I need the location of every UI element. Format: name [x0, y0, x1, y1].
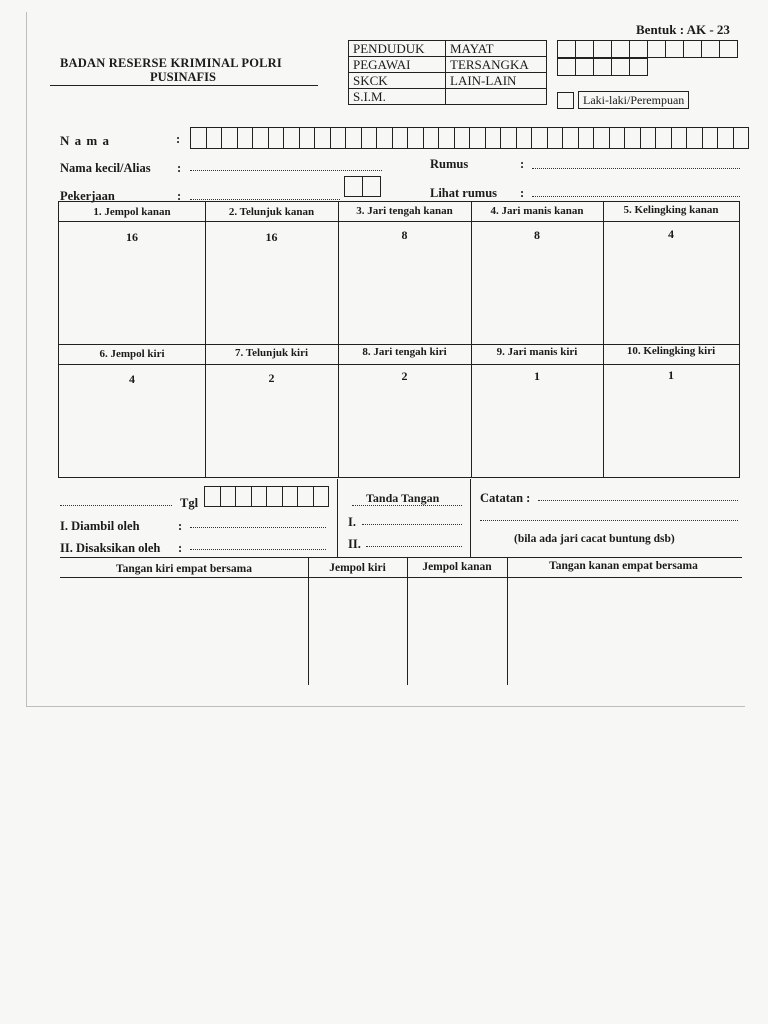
category-empty[interactable] — [446, 89, 547, 105]
nama-label: N a m a — [60, 133, 110, 148]
category-sim[interactable]: S.I.M. — [349, 89, 446, 105]
lihat-rumus-field[interactable] — [532, 196, 740, 197]
footer-divider — [470, 479, 471, 557]
finger-value-right-index: 16 — [265, 230, 278, 244]
colon: : — [520, 157, 525, 171]
disaksikan-label: II. Disaksikan oleh — [60, 541, 161, 555]
rumus-field[interactable] — [532, 168, 740, 169]
agency-unit: PUSINAFIS — [150, 70, 216, 84]
finger-label-left-ring: 9. Jari manis kiri — [496, 346, 578, 358]
category-tersangka[interactable]: TERSANGKA — [446, 57, 547, 73]
finger-value-left-middle: 2 — [401, 369, 408, 383]
grid-divider — [59, 364, 739, 365]
disaksikan-field[interactable] — [190, 549, 326, 550]
tgl-boxes[interactable] — [204, 486, 329, 507]
finger-value-right-thumb: 16 — [126, 230, 138, 244]
gender-label: Laki-laki/Perempuan — [578, 91, 689, 109]
diambil-label: I. Diambil oleh — [60, 519, 140, 533]
category-pegawai[interactable]: PEGAWAI — [349, 57, 446, 73]
catatan-field-1[interactable] — [538, 500, 738, 501]
bottom-table-top — [60, 557, 742, 558]
id-boxes-top[interactable] — [557, 40, 738, 58]
bottom-table-header-line — [60, 577, 742, 578]
pekerjaan-field[interactable] — [190, 199, 340, 200]
grid-divider — [59, 221, 739, 222]
pekerjaan-label: Pekerjaan — [60, 189, 115, 203]
grid-divider — [471, 202, 472, 477]
finger-value-right-little: 4 — [668, 227, 674, 241]
id-boxes-bottom[interactable] — [557, 58, 648, 76]
finger-label-right-little: 5. Kelingking kanan — [623, 204, 719, 216]
sig-ii-label: II. — [348, 537, 361, 551]
bottom-header-right-thumb: Jempol kanan — [422, 561, 492, 573]
colon: : — [520, 186, 525, 200]
finger-label-left-little: 10. Kelingking kiri — [626, 345, 716, 357]
finger-label-right-middle: 3. Jari tengah kanan — [356, 205, 453, 217]
sig-i-field[interactable] — [362, 524, 462, 525]
finger-value-left-index: 2 — [268, 371, 275, 385]
footer-divider — [337, 479, 338, 557]
agency-name: BADAN RESERSE KRIMINAL POLRI — [60, 56, 282, 70]
sig-i-label: I. — [348, 515, 356, 529]
bottom-header-left-four: Tangan kiri empat bersama — [116, 563, 252, 575]
header-underline — [50, 85, 318, 86]
nama-kecil-field[interactable] — [190, 170, 382, 171]
colon: : — [177, 189, 182, 203]
sig-ii-field[interactable] — [366, 546, 462, 547]
lihat-rumus-label: Lihat rumus — [430, 186, 498, 200]
colon: : — [178, 541, 183, 555]
category-penduduk[interactable]: PENDUDUK — [349, 41, 446, 57]
finger-value-right-ring: 8 — [534, 228, 540, 242]
tanda-tangan-label: Tanda Tangan — [366, 491, 440, 505]
category-mayat[interactable]: MAYAT — [446, 41, 547, 57]
category-table — [348, 40, 547, 105]
bottom-header-left-thumb: Jempol kiri — [329, 562, 386, 574]
bottom-table-divider — [407, 557, 408, 685]
tgl-place-field[interactable] — [60, 505, 172, 506]
nama-boxes[interactable] — [190, 127, 749, 149]
bottom-table-divider — [308, 557, 309, 685]
form-code: Bentuk : AK - 23 — [636, 22, 730, 37]
finger-label-left-index: 7. Telunjuk kiri — [234, 347, 309, 359]
finger-label-right-ring: 4. Jari manis kanan — [490, 205, 584, 217]
finger-value-left-little: 1 — [668, 368, 674, 382]
catatan-note: (bila ada jari cacat buntung dsb) — [514, 533, 675, 545]
tgl-label: Tgl — [180, 496, 199, 510]
finger-value-right-middle: 8 — [401, 228, 408, 242]
finger-label-left-thumb: 6. Jempol kiri — [99, 348, 165, 360]
category-lain-lain[interactable]: LAIN-LAIN — [446, 73, 547, 89]
colon: : — [177, 161, 182, 175]
bottom-table-divider — [507, 557, 508, 685]
finger-label-right-thumb: 1. Jempol kanan — [93, 206, 171, 218]
nama-kecil-label: Nama kecil/Alias — [60, 161, 151, 175]
gender-checkbox[interactable] — [557, 92, 574, 109]
grid-divider — [338, 202, 339, 477]
fingerprint-grid — [58, 201, 740, 478]
catatan-field-2[interactable] — [480, 520, 738, 521]
category-skck[interactable]: SKCK — [349, 73, 446, 89]
finger-label-left-middle: 8. Jari tengah kiri — [362, 346, 447, 358]
pekerjaan-boxes[interactable] — [344, 176, 381, 197]
colon: : — [178, 519, 183, 533]
tanda-tangan-line — [352, 505, 462, 506]
grid-divider — [603, 202, 604, 477]
finger-value-left-ring: 1 — [534, 369, 540, 383]
catatan-label: Catatan : — [480, 491, 531, 505]
finger-label-right-index: 2. Telunjuk kanan — [228, 206, 315, 218]
colon: : — [176, 132, 181, 146]
finger-value-left-thumb: 4 — [129, 372, 135, 386]
diambil-field[interactable] — [190, 527, 326, 528]
rumus-label: Rumus — [430, 157, 469, 171]
bottom-header-right-four: Tangan kanan empat bersama — [549, 560, 698, 572]
